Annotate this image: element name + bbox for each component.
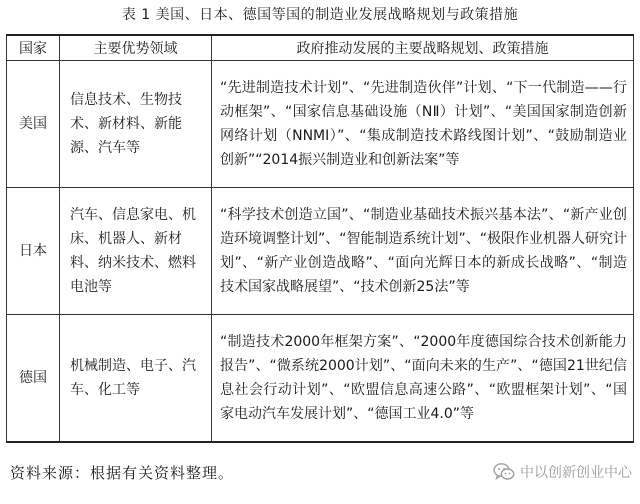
table-body <box>7 61 634 443</box>
country-cell: 日本 <box>7 188 60 315</box>
country-cell: 德国 <box>7 315 60 443</box>
header-row <box>7 35 634 61</box>
table-row <box>7 188 634 315</box>
source-note: 资料来源：根据有关资料整理。 <box>10 464 235 482</box>
header-country: 国家 <box>7 35 60 61</box>
wechat-icon <box>493 462 515 482</box>
watermark-text: 中以创新创业中心 <box>520 465 632 481</box>
watermark <box>493 462 632 482</box>
country-cell: 美国 <box>7 61 60 188</box>
policies-cell: “制造技术2000年框架方案”、“2000年度德国综合技术创新能力报告”、“微系统2000计划”、“面向未来的生产”、“德国21世纪信息社会行动计划”、“欧盟信息高速公路”、“欧盟框架计划”、“国家电动汽车发展计划”、“德国工业4.0”等 <box>212 315 634 443</box>
policy-table <box>6 34 634 443</box>
table-row <box>7 315 634 443</box>
table-caption: 表 1 美国、日本、德国等国的制造业发展战略规划与政策措施 <box>121 7 519 23</box>
table-header <box>7 35 634 61</box>
header-sectors: 主要优势领域 <box>60 35 212 61</box>
sectors-cell: 信息技术、生物技术、新材料、新能源、汽车等 <box>60 61 212 188</box>
sectors-cell: 机械制造、电子、汽车、化工等 <box>60 315 212 443</box>
header-policies: 政府推动发展的主要战略规划、政策措施 <box>212 35 634 61</box>
sectors-cell: 汽车、信息家电、机床、机器人、新材料、纳米技术、燃料电池等 <box>60 188 212 315</box>
policies-cell: “先进制造技术计划”、“先进制造伙伴”计划、“下一代制造——行动框架”、“国家信息基础设施（NⅡ）计划”、“美国国家制造创新网络计划（NNMI）”、“集成制造技术路线图计划”、“鼓励制造业创新”“2014振兴制造业和创新法案”等 <box>212 61 634 188</box>
table-row <box>7 61 634 188</box>
policies-cell: “科学技术创造立国”、“制造业基础技术振兴基本法”、“新产业创造环境调整计划”、“智能制造系统计划”、“极限作业机器人研究计划”、“新产业创造战略”、“面向光辉日本的新成长战略”、“制造技术国家战略展望”、“技术创新25法”等 <box>212 188 634 315</box>
